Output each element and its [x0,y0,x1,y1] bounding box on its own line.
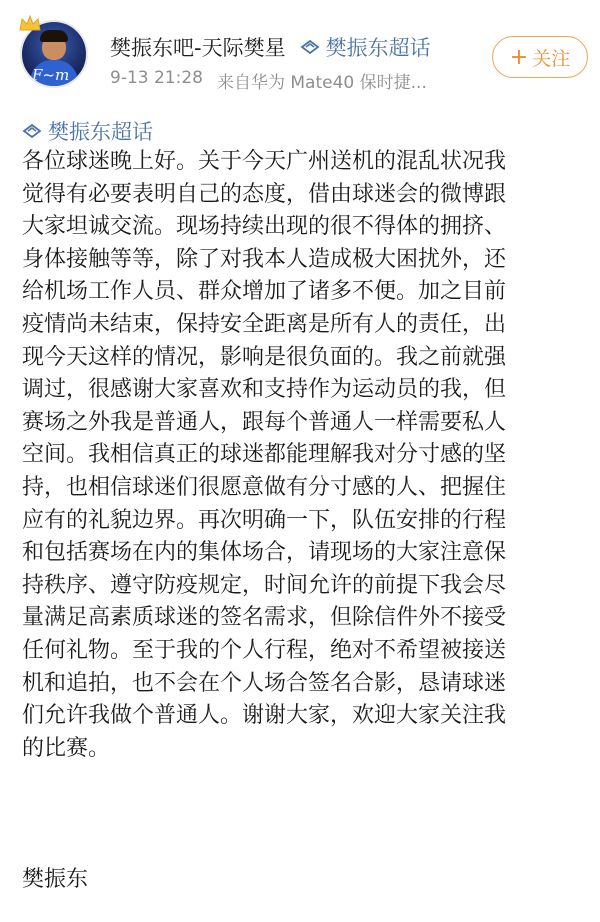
post-meta [110,68,427,93]
crown-icon [18,14,42,32]
post-source: 来自华为 Mate40 保时捷... [216,73,427,93]
author-topic-label: 樊振东超话 [325,36,431,60]
super-topic-icon [300,40,320,54]
post-body-line: 大家坦诚交流。现场持续出现的很不得体的拥挤、 [22,214,507,240]
post-body-line: 赛场之外我是普通人，跟每个普通人一样需要私人 [22,409,507,435]
post-body-line: 调过，很感谢大家喜欢和支持作为运动员的我，但 [22,377,507,403]
post-time: 9-13 21:28 [110,68,203,88]
post-body-line: 量满足高素质球迷的签名需求，但除信件外不接受 [22,605,507,631]
user-avatar-icon[interactable]: F~m [20,20,88,88]
post-body-line: 各位球迷晚上好。关于今天广州送机的混乱状况我 [22,149,507,174]
author-name[interactable]: 樊振东吧-天际樊星 [110,36,286,60]
post-body-line: 觉得有必要表明自己的态度，借由球迷会的微博跟 [22,181,507,207]
post-body-line: 的比赛。 [22,735,111,761]
post-body-line: 们允许我做个普通人。谢谢大家，欢迎大家关注我 [22,703,507,729]
post-body-line: 持，也相信球迷们很愿意做有分寸感的人、把握住 [22,474,507,500]
post-body-line: 机和追拍，也不会在个人场合签名合影，恳请球迷 [22,670,507,696]
super-topic-icon [22,124,42,138]
post-body-line: 持秩序、遵守防疫规定，时间允许的前提下我会尽 [22,572,507,598]
post-body-line: 和包括赛场在内的集体场合，请现场的大家注意保 [22,540,507,566]
post-topic-tag[interactable] [22,116,153,146]
post-body-line: 身体接触等等，除了对我本人造成极大困扰外，还 [22,246,507,272]
follow-button[interactable] [492,36,588,78]
post-body-line: 现今天这样的情况，影响是很负面的。我之前就强 [22,344,507,370]
author-topic-badge[interactable] [300,32,431,62]
post-body [22,146,582,765]
post-body-line: 任何礼物。至于我的个人行程，绝对不希望被接送 [22,637,507,663]
avatar[interactable] [20,20,88,88]
post-body-line: 空间。我相信真正的球迷都能理解我对分寸感的坚 [22,442,507,468]
follow-label: 关注 [532,47,571,70]
post-signature: 樊振东 [22,867,89,892]
author-row [110,30,431,64]
post-body-line: 疫情尚未结束，保持安全距离是所有人的责任，出 [22,311,507,337]
post-body-line: 应有的礼貌边界。再次明确一下，队伍安排的行程 [22,507,507,533]
post-body-line: 给机场工作人员、群众增加了诸多不便。加之目前 [22,279,507,305]
post-topic-label: 樊振东超话 [48,120,153,144]
plus-icon: + [509,44,529,70]
post-header [0,0,600,112]
